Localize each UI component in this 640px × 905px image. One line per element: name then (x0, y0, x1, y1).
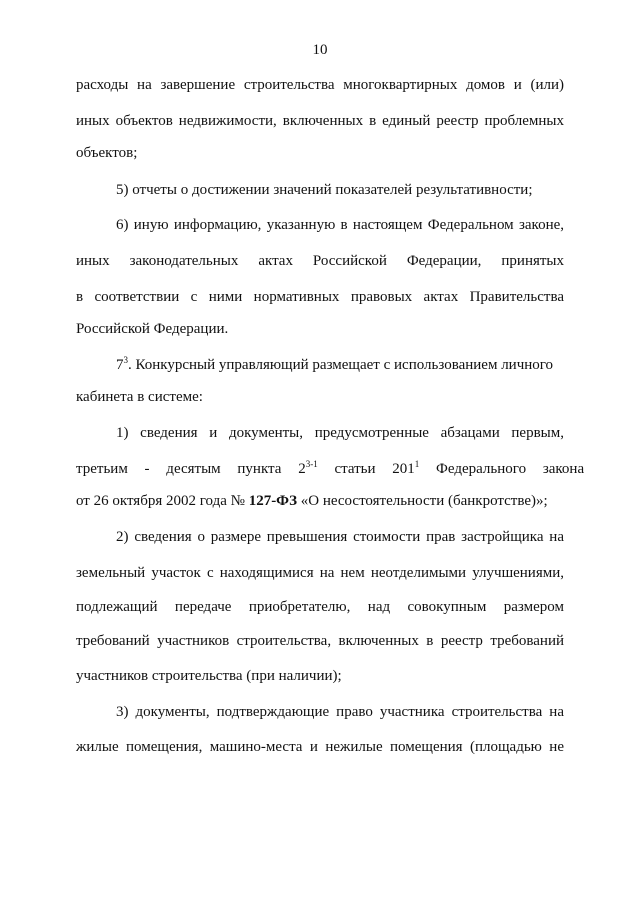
text-line: жилые помещения, машино-места и нежилые помещения (площадью не (76, 739, 564, 755)
text-line (76, 491, 564, 511)
text-line: требований участников строительства, включенных в реестр требований (76, 633, 564, 649)
text-line: 5) отчеты о достижении значений показателей результативности; (116, 182, 533, 198)
text-fragment: статьи 201 (317, 461, 415, 477)
law-number: 127-ФЗ (248, 493, 297, 509)
text-line: расходы на завершение строительства многоквартирных домов и (или) (76, 77, 564, 93)
text-line: иных законодательных актах Российской Федерации, принятых (76, 253, 564, 269)
text-fragment: от 26 октября 2002 года № (76, 493, 249, 509)
text-line: подлежащий передаче приобретателю, над совокупным размером (76, 599, 564, 615)
text-line: 6) иную информацию, указанную в настоящем Федеральном законе, (116, 217, 564, 233)
text-line (116, 355, 564, 375)
text-line: 3) документы, подтверждающие право участника строительства на (116, 704, 564, 720)
text-line: в соответствии с ними нормативных правовых актах Правительства (76, 289, 564, 305)
text-fragment: . Конкурсный управляющий размещает с использованием личного (128, 357, 554, 373)
text-line: Российской Федерации. (76, 321, 229, 337)
text-line: участников строительства (при наличии); (76, 668, 342, 684)
superscript: 3 (123, 355, 128, 365)
text-fragment: Федерального закона (419, 461, 585, 477)
text-fragment: третьим - десятым пункта 2 (76, 461, 306, 477)
text-line: объектов; (76, 145, 138, 161)
text-line: 1) сведения и документы, предусмотренные абзацами первым, (116, 425, 564, 441)
text-line: земельный участок с находящимися на нем неотделимыми улучшениями, (76, 565, 564, 581)
text-line (76, 459, 585, 479)
page-number: 10 (312, 42, 328, 58)
text-line: 2) сведения о размере превышения стоимости прав застройщика на (116, 529, 564, 545)
superscript: 3-1 (305, 459, 318, 469)
paragraph-number: 7 (116, 357, 124, 373)
superscript: 1 (414, 459, 420, 469)
text-line: кабинета в системе: (76, 389, 203, 405)
text-fragment: «О несостоятельности (банкротстве)»; (296, 493, 548, 509)
text-line: иных объектов недвижимости, включенных в единый реестр проблемных (76, 113, 564, 129)
